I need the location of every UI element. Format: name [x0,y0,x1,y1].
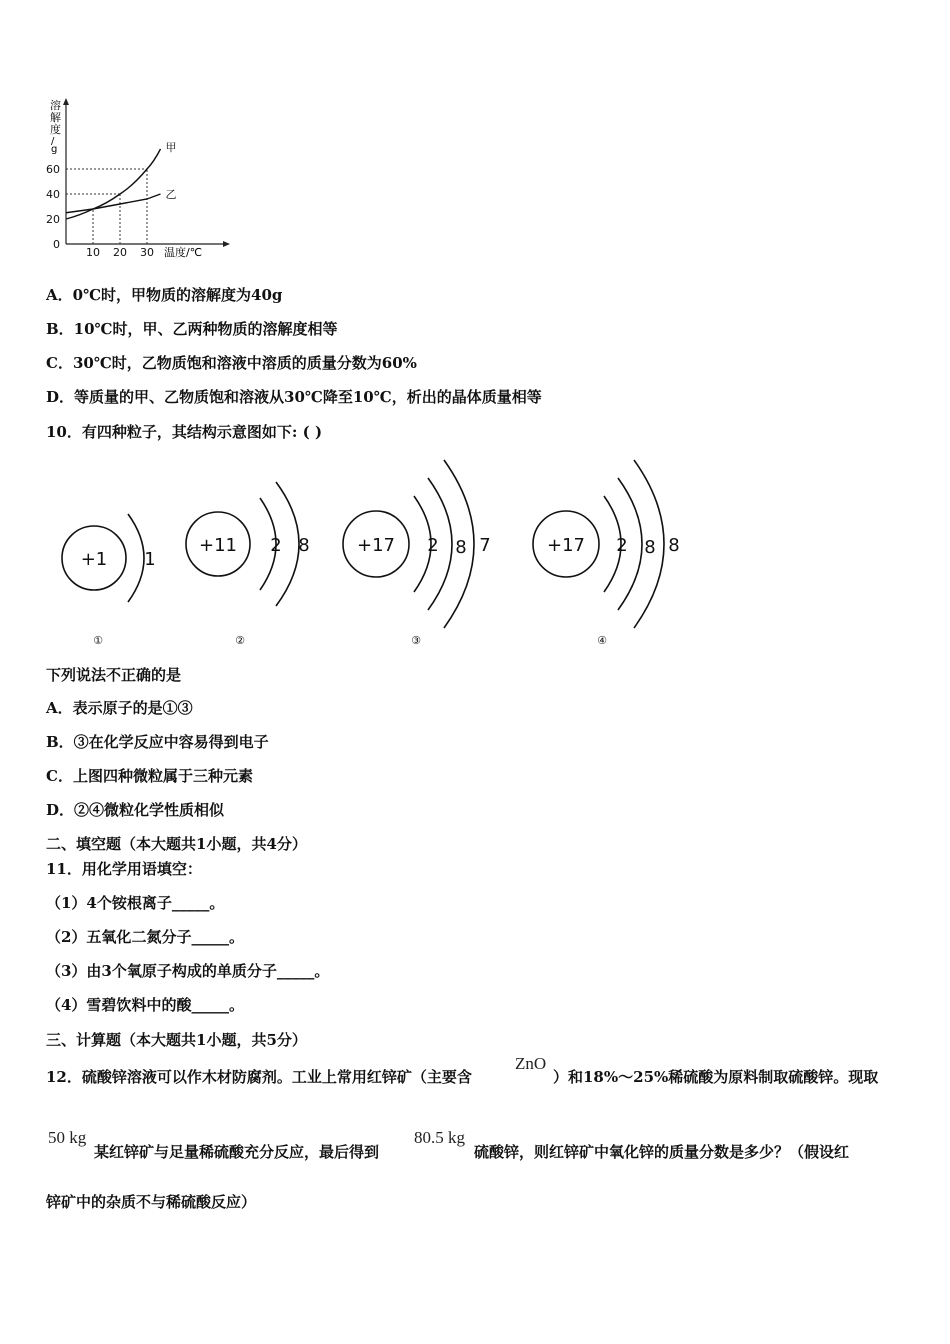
q12-line2b: 硫酸锌，则红锌矿中氧化锌的质量分数是多少？（假设红 [474,1143,850,1161]
q11-stem: 11．用化学用语填空： [46,860,202,878]
y-axis-label-2: 解 [50,111,61,124]
q10-stem: 10．有四种粒子，其结构示意图如下: ( ) [46,423,323,441]
q11-item-1: （1）4个铵根离子_____。 [46,894,225,912]
q11-item-2: （2）五氧化二氮分子_____。 [46,928,244,946]
particle-1-shell-1 [128,514,144,602]
q10-option-d: D．②④微粒化学性质相似 [46,801,225,819]
particle-3-nucleus: +17 [357,535,395,556]
q10-option-c: C．上图四种微粒属于三种元素 [46,767,253,785]
x-axis-label: 温度/℃ [164,246,203,259]
particle-4-shell-2-count: 8 [644,537,656,558]
q9-option-a: A．0℃时，甲物质的溶解度为40g [46,286,283,304]
y-tick-60: 60 [46,163,60,176]
particle-1-label: ① [93,634,103,647]
q12-mass1: 50 kg [48,1128,87,1147]
q9-option-b: B．10℃时，甲、乙两种物质的溶解度相等 [46,320,338,338]
particle-3-shell-1-count: 2 [427,535,439,556]
particle-1-nucleus: +1 [80,549,108,570]
q11-item-4: （4）雪碧饮料中的酸_____。 [46,996,244,1014]
series-line-2 [66,194,161,213]
q11-item-3: （3）由3个氧原子构成的单质分子_____。 [46,962,330,980]
section3-heading: 三、计算题（本大题共1小题，共5分） [46,1031,307,1049]
particle-1-shell-1-count: 1 [144,549,156,570]
section2-heading: 二、填空题（本大题共1小题，共4分） [46,835,307,853]
particle-3-shell-2-count: 8 [455,537,467,558]
particle-2-shell-1-count: 2 [270,535,282,556]
q10-option-a: A．表示原子的是①③ [46,699,193,717]
chart-series [66,141,177,219]
q12-line1a: 12．硫酸锌溶液可以作木材防腐剂。工业上常用红锌矿（主要含 [46,1068,472,1086]
series-label-1: 甲 [165,141,177,154]
x-tick-30: 30 [140,246,154,259]
series-line-1 [66,149,161,219]
y-axis-label-3: 度 [50,123,61,136]
q12-line2a: 某红锌矿与足量稀硫酸充分反应，最后得到 [94,1143,380,1161]
particle-2-label: ② [235,634,245,647]
q12-formula: ZnO [515,1054,547,1073]
q9-option-c: C．30℃时，乙物质饱和溶液中溶质的质量分数为60% [46,354,417,372]
particle-3-shell-3-count: 7 [479,535,491,556]
y-axis-label-1: 溶 [50,99,61,112]
particle-4-shell-1-count: 2 [616,535,628,556]
particle-4-shell-3-count: 8 [668,535,680,556]
q12-line1b: ）和18%～25%稀硫酸为原料制取硫酸锌。现取 [553,1068,879,1086]
q9-option-d: D．等质量的甲、乙物质饱和溶液从30℃降至10℃，析出的晶体质量相等 [46,388,542,406]
particle-2-nucleus: +11 [199,535,237,556]
x-tick-20: 20 [113,246,127,259]
solubility-chart [44,96,234,260]
particle-2-shell-2-count: 8 [298,535,310,556]
y-axis-label-5: g [51,144,58,155]
y-tick-0: 0 [53,238,60,251]
y-tick-20: 20 [46,213,60,226]
y-axis-label-4: / [51,136,55,147]
particle-3-label: ③ [411,634,421,647]
y-tick-40: 40 [46,188,60,201]
y-axis-arrow [63,98,69,105]
x-tick-10: 10 [86,246,100,259]
particle-4-nucleus: +17 [547,535,585,556]
q12-line3: 锌矿中的杂质不与稀硫酸反应） [46,1193,257,1211]
q12-mass2: 80.5 kg [414,1128,465,1147]
q10-option-b: B．③在化学反应中容易得到电子 [46,733,269,751]
q10-prompt: 下列说法不正确的是 [46,666,182,684]
particle-diagrams [40,452,720,652]
series-label-2: 乙 [165,188,177,201]
chart-axes [66,102,226,244]
chart-ticks [46,163,154,259]
particle-4-label: ④ [597,634,607,647]
x-axis-arrow [223,241,230,247]
